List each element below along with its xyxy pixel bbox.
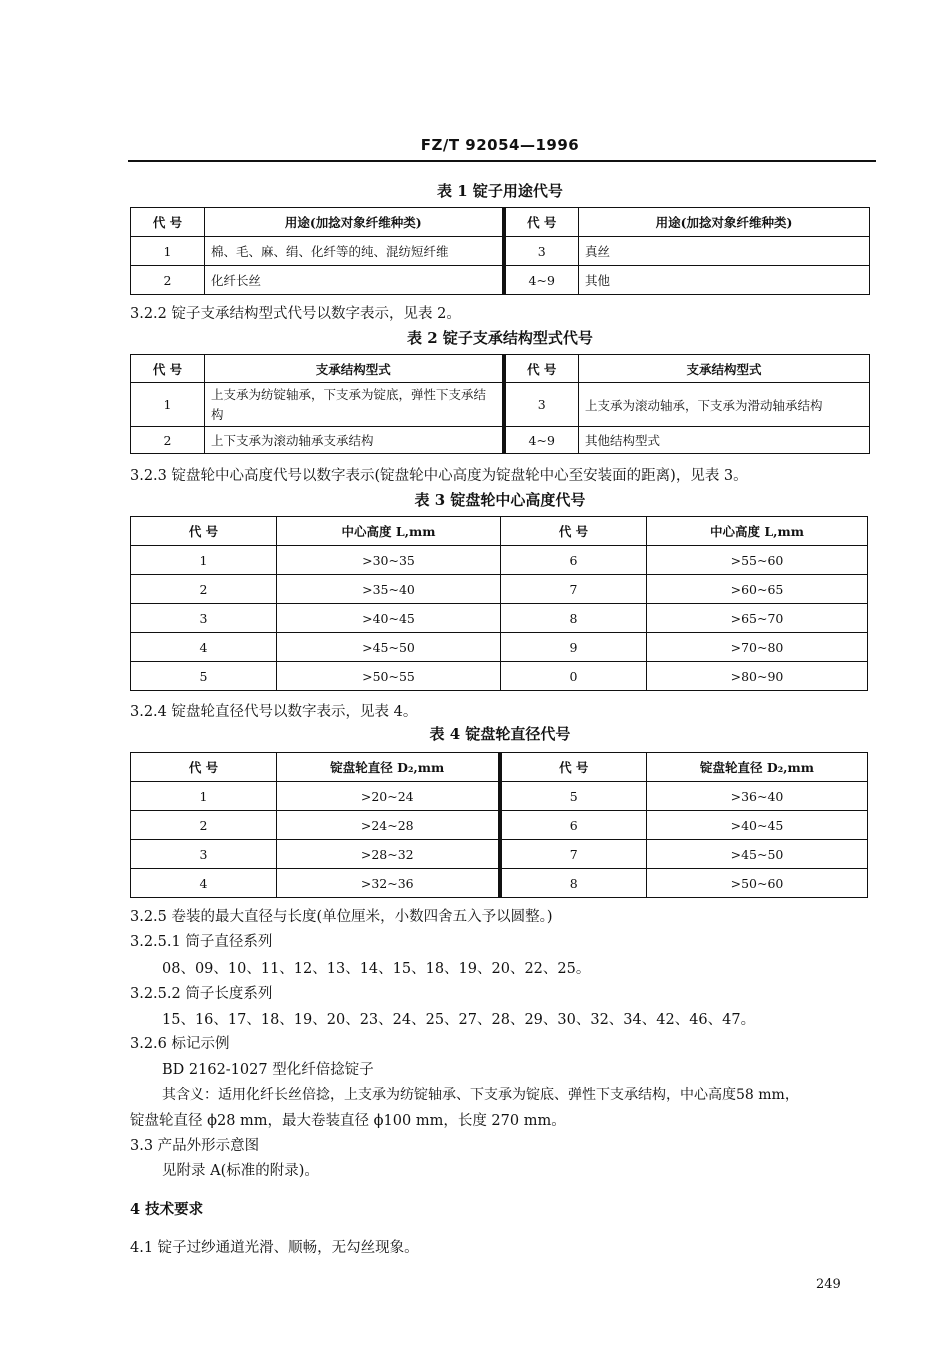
table-cell: 1 xyxy=(131,782,277,811)
table3-header-cell: 代 号 xyxy=(501,517,647,546)
table-cell: 5 xyxy=(501,782,647,811)
table-cell: 2 xyxy=(131,266,205,295)
standard-code-header: FZ/T 92054—1996 xyxy=(420,136,580,154)
table-cell: >20~24 xyxy=(277,782,499,811)
section-3-3: 3.3 产品外形示意图 xyxy=(130,1138,260,1154)
table-cell: 2 xyxy=(131,811,277,840)
table1 xyxy=(130,207,870,295)
table-cell: 3 xyxy=(131,604,277,633)
table2-header-row xyxy=(131,355,870,383)
section-3-2-5-2-list: 15、16、17、18、19、20、23、24、25、27、28、29、30、32、34、42、46、47。 xyxy=(162,1012,756,1028)
section-3-2-4: 3.2.4 锭盘轮直径代号以数字表示，见表 4。 xyxy=(130,704,418,720)
table3-header-cell: 中心高度 L,mm xyxy=(277,517,501,546)
table-cell: >28~32 xyxy=(277,840,499,869)
table-cell: 4~9 xyxy=(505,427,579,454)
table-cell: 1 xyxy=(131,237,205,266)
table-row xyxy=(131,604,868,633)
table-cell: >36~40 xyxy=(647,782,868,811)
section-3-2-6: 3.2.6 标记示例 xyxy=(130,1036,230,1052)
table-cell: 6 xyxy=(501,811,647,840)
table1-header-cell: 用途(加捻对象纤维种类) xyxy=(205,208,503,237)
table-cell: 4 xyxy=(131,869,277,898)
table-cell: >45~50 xyxy=(277,633,501,662)
table2 xyxy=(130,354,870,454)
table-cell: 其他 xyxy=(579,266,870,295)
table-cell: 4~9 xyxy=(505,266,579,295)
table-cell: 上下支承为滚动轴承支承结构 xyxy=(205,427,503,454)
table-row xyxy=(131,575,868,604)
table2-header-cell: 代 号 xyxy=(505,355,579,383)
table-cell: >60~65 xyxy=(647,575,868,604)
table3-header-cell: 代 号 xyxy=(131,517,277,546)
table-cell: 其他结构型式 xyxy=(579,427,870,454)
table2-header-cell: 支承结构型式 xyxy=(579,355,870,383)
table1-header-cell: 代 号 xyxy=(505,208,579,237)
table-cell: 8 xyxy=(501,869,647,898)
table3-caption: 表 3 锭盘轮中心高度代号 xyxy=(414,491,586,509)
table-cell: >55~60 xyxy=(647,546,868,575)
section-3-2-5-2: 3.2.5.2 筒子长度系列 xyxy=(130,986,273,1002)
table-cell: 6 xyxy=(501,546,647,575)
marking-meaning-line1: 其含义：适用化纤长丝倍捻，上支承为纺锭轴承、下支承为锭底、弹性下支承结构，中心高度58 mm， xyxy=(162,1087,799,1103)
table-cell: 1 xyxy=(131,546,277,575)
section-4-heading: 4 技术要求 xyxy=(130,1201,204,1218)
table-row xyxy=(131,266,870,295)
table-cell: 0 xyxy=(501,662,647,691)
table-cell: 化纤长丝 xyxy=(205,266,503,295)
table3-header-cell: 中心高度 L,mm xyxy=(647,517,868,546)
table2-header-cell: 支承结构型式 xyxy=(205,355,503,383)
section-4-1: 4.1 锭子过纱通道光滑、顺畅，无勾丝现象。 xyxy=(130,1240,419,1256)
marking-example: BD 2162-1027 型化纤倍捻锭子 xyxy=(162,1062,374,1078)
table-cell: 上支承为纺锭轴承，下支承为锭底，弹性下支承结构 xyxy=(205,383,503,427)
table-row xyxy=(131,811,868,840)
table-row xyxy=(131,782,868,811)
table4 xyxy=(130,752,868,898)
table-cell: 9 xyxy=(501,633,647,662)
table4-caption: 表 4 锭盘轮直径代号 xyxy=(429,725,571,743)
table-cell: 7 xyxy=(501,840,647,869)
table1-caption: 表 1 锭子用途代号 xyxy=(437,182,563,200)
table-cell: >80~90 xyxy=(647,662,868,691)
table1-header-cell: 用途(加捻对象纤维种类) xyxy=(579,208,870,237)
table-row xyxy=(131,237,870,266)
table-row xyxy=(131,662,868,691)
table4-header-row xyxy=(131,753,868,782)
table-cell: >40~45 xyxy=(277,604,501,633)
table-row xyxy=(131,869,868,898)
table-cell: >40~45 xyxy=(647,811,868,840)
table-row xyxy=(131,383,870,427)
table-cell: >35~40 xyxy=(277,575,501,604)
table-cell: 上支承为滚动轴承，下支承为滑动轴承结构 xyxy=(579,383,870,427)
table-cell: 3 xyxy=(505,237,579,266)
table-cell: 2 xyxy=(131,427,205,454)
header-rule xyxy=(128,160,876,162)
table3-header-row xyxy=(131,517,868,546)
table-cell: 棉、毛、麻、绢、化纤等的纯、混纺短纤维 xyxy=(205,237,503,266)
section-3-3-text: 见附录 A(标准的附录)。 xyxy=(162,1163,319,1179)
table-cell: 真丝 xyxy=(579,237,870,266)
table-row xyxy=(131,633,868,662)
table-cell: 5 xyxy=(131,662,277,691)
table-cell: 3 xyxy=(505,383,579,427)
table-cell: 7 xyxy=(501,575,647,604)
table-cell: >30~35 xyxy=(277,546,501,575)
table-cell: 1 xyxy=(131,383,205,427)
table4-header-cell: 代 号 xyxy=(131,753,277,782)
table3 xyxy=(130,516,868,691)
table4-header-cell: 锭盘轮直径 D₂,mm xyxy=(277,753,499,782)
table-row xyxy=(131,840,868,869)
table-cell: 4 xyxy=(131,633,277,662)
table4-header-cell: 代 号 xyxy=(501,753,647,782)
table-row xyxy=(131,427,870,454)
table2-header-cell: 代 号 xyxy=(131,355,205,383)
table4-header-cell: 锭盘轮直径 D₂,mm xyxy=(647,753,868,782)
table-cell: 8 xyxy=(501,604,647,633)
table-cell: >32~36 xyxy=(277,869,499,898)
section-3-2-3: 3.2.3 锭盘轮中心高度代号以数字表示(锭盘轮中心高度为锭盘轮中心至安装面的距离)，见表 3。 xyxy=(130,468,748,484)
section-3-2-2: 3.2.2 锭子支承结构型式代号以数字表示，见表 2。 xyxy=(130,306,461,322)
table1-header-row xyxy=(131,208,870,237)
table-cell: >45~50 xyxy=(647,840,868,869)
table-cell: 2 xyxy=(131,575,277,604)
table-cell: >65~70 xyxy=(647,604,868,633)
table-row xyxy=(131,546,868,575)
table-cell: >50~55 xyxy=(277,662,501,691)
table-cell: 3 xyxy=(131,840,277,869)
table-cell: >24~28 xyxy=(277,811,499,840)
table-cell: >70~80 xyxy=(647,633,868,662)
page-number: 249 xyxy=(816,1277,841,1292)
table1-header-cell: 代 号 xyxy=(131,208,205,237)
section-3-2-5-1: 3.2.5.1 筒子直径系列 xyxy=(130,934,273,950)
section-3-2-5: 3.2.5 卷装的最大直径与长度(单位厘米，小数四舍五入予以圆整。) xyxy=(130,909,553,925)
table-cell: >50~60 xyxy=(647,869,868,898)
table2-caption: 表 2 锭子支承结构型式代号 xyxy=(407,329,593,347)
marking-meaning-line2: 锭盘轮直径 ϕ28 mm，最大卷装直径 ϕ100 mm，长度 270 mm。 xyxy=(130,1113,566,1129)
section-3-2-5-1-list: 08、09、10、11、12、13、14、15、18、19、20、22、25。 xyxy=(162,961,591,977)
